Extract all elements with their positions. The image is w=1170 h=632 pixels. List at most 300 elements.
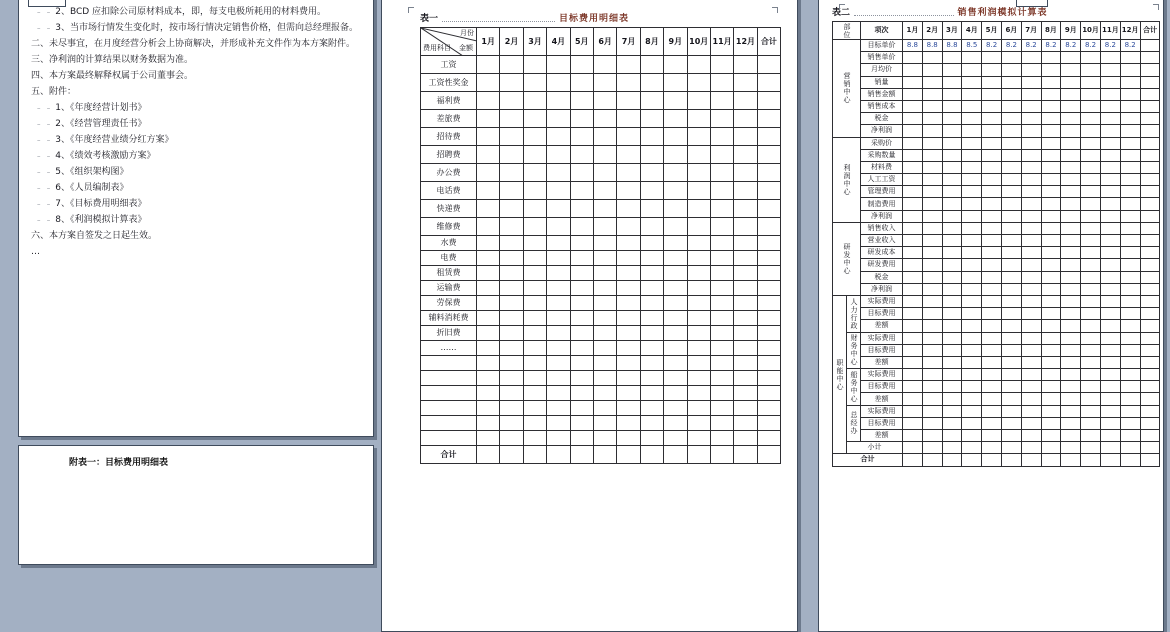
row-label: 实际费用	[861, 405, 903, 417]
table-cell	[547, 446, 570, 464]
doc-line-text: 7、《目标费用明细表》	[55, 199, 147, 209]
table-cell	[1120, 125, 1140, 137]
table-cell	[1061, 100, 1081, 112]
row-label	[421, 371, 477, 386]
table-cell	[1081, 125, 1101, 137]
table-cell	[500, 128, 523, 146]
table-cell	[1100, 405, 1120, 417]
table-cell	[1120, 295, 1140, 307]
table-cell	[687, 92, 710, 110]
table-cell	[757, 74, 780, 92]
doc-line	[31, 247, 363, 257]
table-cell	[547, 371, 570, 386]
table-cell	[757, 446, 780, 464]
table-cell	[982, 356, 1002, 368]
table-cell	[664, 281, 687, 296]
table-cell	[962, 356, 982, 368]
table-cell	[903, 454, 923, 466]
table-cell	[1140, 247, 1160, 259]
month-header: 5月	[570, 28, 593, 56]
table-cell	[617, 281, 640, 296]
table-cell	[710, 266, 733, 281]
table-cell	[734, 236, 757, 251]
table-cell	[734, 56, 757, 74]
table-cell	[477, 218, 500, 236]
table-cell	[757, 110, 780, 128]
table-cell	[664, 92, 687, 110]
table-cell	[982, 186, 1002, 198]
doc-line-text: …	[31, 247, 40, 257]
table-cell	[1100, 320, 1120, 332]
table-cell	[982, 88, 1002, 100]
table-cell	[710, 386, 733, 401]
table-cell	[664, 356, 687, 371]
table-cell	[922, 222, 942, 234]
crop-mark	[1153, 4, 1159, 10]
table-cell	[1061, 222, 1081, 234]
table-cell	[617, 182, 640, 200]
table-cell	[710, 371, 733, 386]
table-cell	[1001, 344, 1021, 356]
table-cell	[547, 146, 570, 164]
row-label	[421, 356, 477, 371]
table-cell	[1001, 308, 1021, 320]
row-label: 净利润	[861, 210, 903, 222]
table-cell	[757, 92, 780, 110]
table-cell	[1041, 247, 1061, 259]
table-cell	[1120, 149, 1140, 161]
doc-line-text: 5、《组织架构图》	[55, 167, 129, 177]
table-cell	[593, 416, 616, 431]
doc-line-text: 六、本方案自签发之日起生效。	[31, 231, 158, 241]
table-cell	[664, 236, 687, 251]
table-cell	[523, 251, 546, 266]
table-cell	[982, 222, 1002, 234]
table-cell	[903, 405, 923, 417]
table-cell	[1021, 308, 1041, 320]
table-cell	[922, 381, 942, 393]
table-cell	[593, 56, 616, 74]
table-cell	[734, 251, 757, 266]
table-cell	[1081, 356, 1101, 368]
row-label: 电话费	[421, 182, 477, 200]
table-cell	[1100, 381, 1120, 393]
table-cell	[710, 56, 733, 74]
document-page-text	[18, 0, 374, 437]
table-cell	[617, 266, 640, 281]
table-cell	[734, 92, 757, 110]
table-cell	[903, 320, 923, 332]
table-cell	[1061, 235, 1081, 247]
table-cell	[922, 259, 942, 271]
table-cell	[664, 200, 687, 218]
table-cell	[1001, 320, 1021, 332]
profit-simulation-table	[832, 21, 1160, 467]
table-cell	[593, 182, 616, 200]
table-cell	[547, 416, 570, 431]
table-cell	[1140, 198, 1160, 210]
table-cell	[1001, 259, 1021, 271]
table-cell	[1100, 88, 1120, 100]
row-label: 制造费用	[861, 198, 903, 210]
table-cell	[687, 431, 710, 446]
table-cell	[547, 296, 570, 311]
corner-label-month: 月份	[460, 29, 474, 37]
table-cell	[664, 326, 687, 341]
group-label: 职能中心	[833, 295, 847, 453]
table-cell	[1001, 125, 1021, 137]
table-cell	[1100, 271, 1120, 283]
row-label: 研发费用	[861, 259, 903, 271]
table-cell	[593, 251, 616, 266]
table-cell	[710, 356, 733, 371]
table-cell	[570, 371, 593, 386]
doc-line-text: 五、附件：	[31, 87, 77, 97]
row-label: 租赁费	[421, 266, 477, 281]
diagonal-header-cell	[421, 28, 477, 56]
table-cell	[903, 295, 923, 307]
table-cell	[757, 356, 780, 371]
table-cell	[1120, 52, 1140, 64]
table-cell	[922, 125, 942, 137]
doc-line-text: 二、未尽事宜，在月度经营分析会上协商解决，并形成补充文件作为本方案附件。	[31, 39, 356, 49]
table-cell	[962, 381, 982, 393]
table-cell	[570, 74, 593, 92]
table-cell	[1041, 88, 1061, 100]
table-cell	[1100, 308, 1120, 320]
table-cell	[922, 405, 942, 417]
subgroup-label: 财务中心	[847, 332, 861, 369]
table-cell	[1100, 113, 1120, 125]
table-cell	[477, 56, 500, 74]
table-cell	[640, 446, 663, 464]
table-cell	[687, 251, 710, 266]
month-header: 3月	[942, 22, 962, 40]
table-cell	[962, 369, 982, 381]
table-cell	[962, 125, 982, 137]
table-cell	[1001, 381, 1021, 393]
table-cell	[500, 371, 523, 386]
table-cell	[547, 182, 570, 200]
doc-line-text: 4、《绩效考核激励方案》	[55, 151, 156, 161]
table-cell	[1061, 137, 1081, 149]
table-cell	[593, 371, 616, 386]
table-cell	[1081, 344, 1101, 356]
table-cell	[734, 182, 757, 200]
row-label: 税金	[861, 271, 903, 283]
row-label: 净利润	[861, 125, 903, 137]
table-cell	[570, 311, 593, 326]
table-cell	[640, 182, 663, 200]
table-cell	[1001, 64, 1021, 76]
table-cell	[617, 128, 640, 146]
table-cell	[1100, 283, 1120, 295]
table-cell	[734, 110, 757, 128]
doc-line	[31, 71, 363, 81]
table-cell	[477, 236, 500, 251]
table-cell	[1041, 271, 1061, 283]
table-cell	[1061, 442, 1081, 454]
indent-mark: – –	[37, 152, 53, 160]
table-cell	[942, 308, 962, 320]
table-cell	[500, 446, 523, 464]
table-cell	[962, 454, 982, 466]
table-cell	[942, 100, 962, 112]
table-cell	[1100, 198, 1120, 210]
table-cell	[982, 308, 1002, 320]
table-cell	[523, 371, 546, 386]
table-cell	[903, 271, 923, 283]
table-cell	[1061, 198, 1081, 210]
table-cell	[1100, 137, 1120, 149]
table-cell	[1041, 113, 1061, 125]
table-cell	[1140, 76, 1160, 88]
table-cell	[617, 74, 640, 92]
row-label: 辅料消耗费	[421, 311, 477, 326]
table-cell	[1100, 100, 1120, 112]
table-cell	[617, 341, 640, 356]
table-cell	[500, 146, 523, 164]
table-cell	[1081, 430, 1101, 442]
table-cell	[1001, 76, 1021, 88]
table-cell	[1021, 125, 1041, 137]
table-cell	[922, 198, 942, 210]
table-cell	[1120, 210, 1140, 222]
table-cell	[1021, 235, 1041, 247]
table-cell	[922, 174, 942, 186]
table-cell	[687, 311, 710, 326]
table-cell	[664, 296, 687, 311]
table-cell	[1061, 88, 1081, 100]
table-cell	[593, 341, 616, 356]
table-cell	[593, 92, 616, 110]
table-cell	[570, 431, 593, 446]
table-cell	[942, 198, 962, 210]
table-cell	[617, 311, 640, 326]
table-cell	[710, 326, 733, 341]
table-cell	[734, 128, 757, 146]
month-header: 6月	[1001, 22, 1021, 40]
table-cell	[500, 431, 523, 446]
table-cell	[570, 281, 593, 296]
table-cell	[640, 251, 663, 266]
table-cell	[942, 186, 962, 198]
table-cell	[982, 430, 1002, 442]
table1-title: 目标费用明细表	[559, 14, 630, 24]
table-cell	[710, 164, 733, 182]
table-cell	[640, 200, 663, 218]
table-cell	[1100, 222, 1120, 234]
table-cell	[942, 369, 962, 381]
table-cell	[1081, 88, 1101, 100]
table-cell	[903, 186, 923, 198]
table-cell	[1061, 247, 1081, 259]
table-cell	[1041, 149, 1061, 161]
table-cell	[477, 371, 500, 386]
table-cell	[1021, 198, 1041, 210]
table-cell	[664, 56, 687, 74]
table-cell	[757, 386, 780, 401]
table-cell	[710, 182, 733, 200]
table-cell	[1140, 417, 1160, 429]
table-cell	[1081, 369, 1101, 381]
table-cell	[500, 341, 523, 356]
table-cell	[942, 320, 962, 332]
row-label: 维修费	[421, 218, 477, 236]
table-cell	[640, 431, 663, 446]
table-cell	[1001, 198, 1021, 210]
table-cell	[523, 128, 546, 146]
table-cell	[570, 92, 593, 110]
table-cell	[1120, 259, 1140, 271]
row-label	[421, 401, 477, 416]
table-cell	[1021, 113, 1041, 125]
table-cell	[1120, 442, 1140, 454]
table-cell	[1120, 369, 1140, 381]
table-cell	[1081, 137, 1101, 149]
table-cell	[547, 218, 570, 236]
group-label: 利润中心	[833, 137, 861, 222]
row-label: 管理费用	[861, 186, 903, 198]
table-cell	[962, 137, 982, 149]
table-cell	[982, 283, 1002, 295]
table-cell	[982, 247, 1002, 259]
table-cell	[1100, 356, 1120, 368]
table-cell	[962, 186, 982, 198]
table-cell	[1021, 332, 1041, 344]
table-cell	[942, 344, 962, 356]
table-cell	[757, 236, 780, 251]
table-cell	[547, 401, 570, 416]
table-cell	[570, 341, 593, 356]
table-cell	[1001, 430, 1021, 442]
table-cell	[1140, 186, 1160, 198]
table-cell	[982, 137, 1002, 149]
row-label: 差旅费	[421, 110, 477, 128]
table-cell	[617, 431, 640, 446]
table-cell: 8.2	[982, 40, 1002, 52]
table-cell	[922, 210, 942, 222]
table-cell	[757, 341, 780, 356]
table-cell	[1021, 222, 1041, 234]
table-cell	[710, 110, 733, 128]
table-cell	[1041, 295, 1061, 307]
table-cell	[687, 74, 710, 92]
table-cell	[593, 311, 616, 326]
table-cell	[640, 266, 663, 281]
table-cell	[1001, 113, 1021, 125]
table-cell	[547, 326, 570, 341]
table-cell	[687, 401, 710, 416]
table-cell	[593, 431, 616, 446]
table-cell	[1081, 295, 1101, 307]
table-cell	[500, 266, 523, 281]
row-label: 办公费	[421, 164, 477, 182]
table-cell	[570, 56, 593, 74]
table-cell	[1001, 235, 1021, 247]
table-cell	[1021, 283, 1041, 295]
table-cell	[523, 218, 546, 236]
table-cell	[570, 182, 593, 200]
table-cell	[640, 56, 663, 74]
table-cell	[1001, 369, 1021, 381]
table-cell	[687, 326, 710, 341]
table-cell	[477, 110, 500, 128]
table-cell	[1041, 442, 1061, 454]
table-cell	[664, 218, 687, 236]
table-cell	[593, 200, 616, 218]
table-cell	[942, 235, 962, 247]
table-cell	[903, 356, 923, 368]
table-cell	[922, 271, 942, 283]
table-cell	[734, 164, 757, 182]
table-cell	[962, 76, 982, 88]
table-cell	[500, 74, 523, 92]
table-cell	[1120, 393, 1140, 405]
table-cell	[982, 320, 1002, 332]
table-cell	[500, 236, 523, 251]
table-cell	[617, 92, 640, 110]
table-cell	[942, 88, 962, 100]
table-cell	[500, 311, 523, 326]
table-cell	[687, 281, 710, 296]
table-cell	[547, 200, 570, 218]
table-cell	[962, 113, 982, 125]
table-cell	[757, 296, 780, 311]
table-cell	[687, 56, 710, 74]
crop-mark	[408, 7, 414, 13]
table-cell	[1140, 52, 1160, 64]
table-cell	[982, 161, 1002, 173]
table-cell	[477, 128, 500, 146]
table-cell	[1021, 88, 1041, 100]
table2-title-row	[832, 5, 1147, 18]
table-cell	[982, 113, 1002, 125]
table-cell	[710, 251, 733, 266]
row-label: 销量	[861, 76, 903, 88]
table-cell	[640, 146, 663, 164]
table-cell	[570, 251, 593, 266]
table-cell	[1061, 174, 1081, 186]
table-cell: 8.2	[1021, 40, 1041, 52]
table-cell	[1120, 161, 1140, 173]
table-cell	[757, 311, 780, 326]
table-cell	[1021, 381, 1041, 393]
table-cell	[1081, 186, 1101, 198]
table-cell	[1140, 283, 1160, 295]
table-cell	[1140, 100, 1160, 112]
row-label: 销售收入	[861, 222, 903, 234]
table-cell: 8.8	[922, 40, 942, 52]
table-cell	[570, 326, 593, 341]
table-cell	[640, 296, 663, 311]
table-cell	[570, 446, 593, 464]
table-cell	[1100, 417, 1120, 429]
table-cell	[710, 416, 733, 431]
table-cell	[942, 393, 962, 405]
total-row-label: 合计	[421, 446, 477, 464]
table-cell	[1081, 283, 1101, 295]
table-cell	[1061, 283, 1081, 295]
table-cell	[1021, 417, 1041, 429]
table-cell	[734, 401, 757, 416]
table2-title: 销售利润模拟计算表	[957, 8, 1048, 18]
row-label: 人工工资	[861, 174, 903, 186]
table-cell	[1021, 76, 1041, 88]
table-cell	[962, 283, 982, 295]
table-cell	[734, 356, 757, 371]
table-cell	[1021, 64, 1041, 76]
